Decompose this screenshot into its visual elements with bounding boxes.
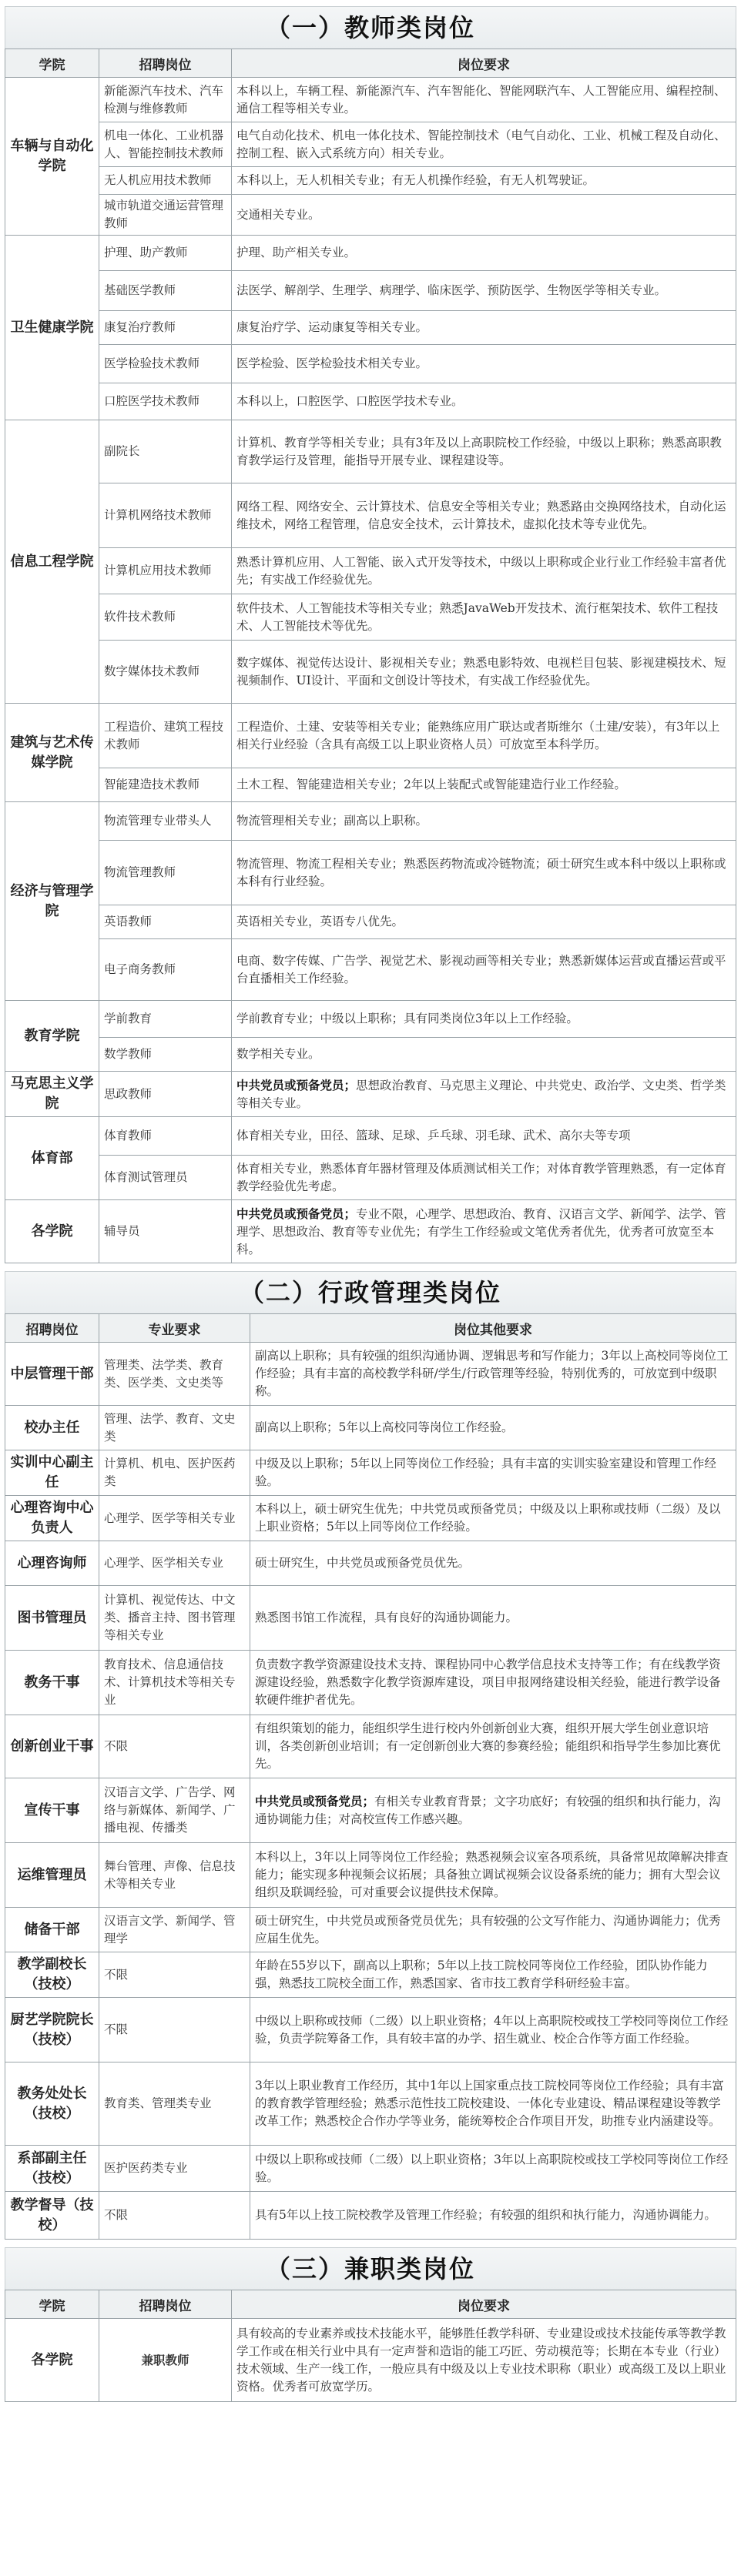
column-header-college: 学院	[5, 2290, 99, 2319]
column-header-college: 学院	[5, 49, 99, 78]
requirement-cell: 工程造价、土建、安装等相关专业；能熟练应用广联达或者斯维尔（土建/安装），有3年以上相关行业经验（含具有高级工以上职业资格人员）可放宽至本科学历。	[232, 704, 736, 768]
column-header-major: 专业要求	[99, 1314, 250, 1343]
requirement-cell: 交通相关专业。	[232, 195, 736, 236]
table-row	[5, 768, 736, 802]
post-cell: 副院长	[99, 420, 232, 483]
requirement-cell: 体育相关专业，熟悉体育年器材管理及体质测试相关工作；对体育教学管理熟悉，有一定体育教学经验优先考虑。	[232, 1156, 736, 1200]
requirement-cell: 电气自动化技术、机电一体化技术、智能控制技术（电气自动化、工业、机械工程及自动化、控制工程、嵌入式系统方向）相关专业。	[232, 122, 736, 167]
college-cell: 马克思主义学院	[5, 1072, 99, 1117]
section-gap	[0, 2240, 741, 2247]
requirement-cell: 中级以上职称或技师（二级）以上职业资格；4年以上高职院校或技工学校同等岗位工作经验，负责学院筹备工作，具有较丰富的办学、招生就业、校企合作等方面工作经验。	[250, 1998, 736, 2062]
major-cell: 舞台管理、声像、信息技术等相关专业	[99, 1843, 250, 1908]
parttime-posts-body	[5, 2319, 736, 2402]
post-cell: 基础医学教师	[99, 271, 232, 311]
teacher-posts-body	[5, 78, 736, 1263]
column-header-post: 招聘岗位	[99, 2290, 232, 2319]
table-row	[5, 1715, 736, 1778]
requirement-cell: 副高以上职称；5年以上高校同等岗位工作经验。	[250, 1406, 736, 1450]
post-cell: 数学教师	[99, 1038, 232, 1072]
column-header-other-requirement: 岗位其他要求	[250, 1314, 736, 1343]
major-cell: 计算机、视觉传达、中文类、播音主持、图书管理等相关专业	[99, 1586, 250, 1651]
requirement-cell: 副高以上职称；具有较强的组织沟通协调、逻辑思考和写作能力；3年以上高校同等岗位工作经验；具有丰富的高校教学科研/学生/行政管理等经验，特别优秀的，可放宽到中级职称。	[250, 1343, 736, 1406]
column-header-post: 招聘岗位	[99, 49, 232, 78]
post-cell: 系部副主任（技校）	[5, 2146, 99, 2192]
admin-posts-body	[5, 1343, 736, 2240]
college-cell: 卫生健康学院	[5, 236, 99, 420]
college-cell: 信息工程学院	[5, 420, 99, 704]
table-row	[5, 167, 736, 195]
requirement-cell: 熟悉计算机应用、人工智能、嵌入式开发等技术，中级以上职称或企业行业工作经验丰富者优先；有实战工作经验优先。	[232, 548, 736, 594]
column-header-post: 招聘岗位	[5, 1314, 99, 1343]
post-cell: 电子商务教师	[99, 939, 232, 1001]
table-row	[5, 1072, 736, 1117]
table-row	[5, 195, 736, 236]
requirement-cell: 具有较高的专业素养或技术技能水平，能够胜任教学科研、专业建设或技术技能传承等教学教学工作或在相关行业中具有一定声誉和造诣的能工巧匠、劳动模范等；长期在本专业（行业）技术领域、生产一线工作，一般应具有中级及以上专业技术职称（职业）或高级工及以上职业资格。优秀者可放宽学历。	[232, 2319, 736, 2402]
table-row	[5, 1843, 736, 1908]
post-cell: 教务处处长（技校）	[5, 2062, 99, 2146]
table-row	[5, 1952, 736, 1998]
table-row	[5, 704, 736, 768]
post-cell: 图书管理员	[5, 1586, 99, 1651]
requirement-cell: 土木工程、智能建造相关专业；2年以上装配式或智能建造行业工作经验。	[232, 768, 736, 802]
table-row	[5, 548, 736, 594]
college-cell: 建筑与艺术传媒学院	[5, 704, 99, 802]
requirement-cell: 本科以上，无人机相关专业；有无人机操作经验，有无人机驾驶证。	[232, 167, 736, 195]
table-row	[5, 1778, 736, 1843]
requirement-cell: 年龄在55岁以下，副高以上职称；5年以上技工院校同等岗位工作经验，团队协作能力强，熟悉技工院校全面工作，熟悉国家、省市技工教育学科研经验丰富。	[250, 1952, 736, 1998]
requirement-cell: 负责数字教学资源建设技术支持、课程协同中心教学信息技术支持等工作；有在线教学资源建设经验，熟悉数字化教学资源库建设，项目申报网络建设相关经验，能进行教学设备软硬件维护者优先。	[250, 1651, 736, 1715]
table-row	[5, 1156, 736, 1200]
party-requirement-emphasis: 中共党员或预备党员；	[236, 1206, 357, 1221]
post-cell: 计算机应用技术教师	[99, 548, 232, 594]
requirement-cell: 学前教育专业；中级以上职称；具有同类岗位3年以上工作经验。	[232, 1001, 736, 1038]
requirement-cell: 本科以上，车辆工程、新能源汽车、汽车智能化、智能网联汽车、人工智能应用、编程控制、通信工程等相关专业。	[232, 78, 736, 122]
post-cell: 智能建造技术教师	[99, 768, 232, 802]
post-cell: 工程造价、建筑工程技术教师	[99, 704, 232, 768]
party-requirement-emphasis: 中共党员或预备党员；	[236, 1077, 357, 1092]
post-cell: 宣传干事	[5, 1778, 99, 1843]
table-row	[5, 2062, 736, 2146]
parttime-posts-table	[5, 2290, 736, 2402]
table-header-row	[5, 49, 736, 78]
table-row	[5, 1038, 736, 1072]
post-cell: 中层管理干部	[5, 1343, 99, 1406]
table-row	[5, 271, 736, 311]
table-header-row	[5, 1314, 736, 1343]
table-row	[5, 483, 736, 548]
major-cell: 汉语言文学、新闻学、管理学	[99, 1908, 250, 1952]
section-title-parttime: （三）兼职类岗位	[5, 2247, 736, 2290]
table-row	[5, 1343, 736, 1406]
requirement-cell: 本科以上，3年以上同等岗位工作经验；熟悉视频会议室各项系统，具备常见故障解决排查能力；能实现多种视频会议拓展；具备独立调试视频会议设备系统的能力；拥有大型会议组织及联调经验，可对重要会议提供技术保障。	[250, 1843, 736, 1908]
table-row	[5, 1651, 736, 1715]
requirement-cell: 数字媒体、视觉传达设计、影视相关专业；熟悉电影特效、电视栏目包装、影视建模技术、短视频制作、UI设计、平面和文创设计等技术，有实战工作经验优先。	[232, 641, 736, 704]
table-row	[5, 1586, 736, 1651]
section-title-admin: （二）行政管理类岗位	[5, 1271, 736, 1313]
teacher-posts-table	[5, 49, 736, 1263]
post-cell: 实训中心副主任	[5, 1450, 99, 1496]
college-cell: 经济与管理学院	[5, 802, 99, 1001]
requirement-cell: 物流管理相关专业；副高以上职称。	[232, 802, 736, 841]
post-cell: 校办主任	[5, 1406, 99, 1450]
post-cell: 体育教师	[99, 1117, 232, 1156]
table-row	[5, 78, 736, 122]
post-cell: 学前教育	[99, 1001, 232, 1038]
requirement-cell: 电商、数字传媒、广告学、视觉艺术、影视动画等相关专业；熟悉新媒体运营或直播运营或平台直播相关工作经验。	[232, 939, 736, 1001]
post-cell: 机电一体化、工业机器人、智能控制技术教师	[99, 122, 232, 167]
post-cell: 辅导员	[99, 1200, 232, 1263]
table-row	[5, 905, 736, 939]
table-row	[5, 641, 736, 704]
post-cell: 物流管理专业带头人	[99, 802, 232, 841]
post-cell: 心理咨询中心负责人	[5, 1496, 99, 1541]
post-cell: 教学督导（技校）	[5, 2192, 99, 2240]
table-row	[5, 1998, 736, 2062]
requirement-cell: 本科以上，口腔医学、口腔医学技术专业。	[232, 383, 736, 420]
table-row	[5, 122, 736, 167]
table-header-row	[5, 2290, 736, 2319]
post-cell: 教务干事	[5, 1651, 99, 1715]
major-cell: 管理、法学、教育、文史类	[99, 1406, 250, 1450]
post-cell: 教学副校长（技校）	[5, 1952, 99, 1998]
table-row	[5, 1001, 736, 1038]
post-cell: 计算机网络技术教师	[99, 483, 232, 548]
table-row	[5, 420, 736, 483]
post-cell: 软件技术教师	[99, 594, 232, 641]
requirement-cell: 中共党员或预备党员；专业不限，心理学、思想政治、教育、汉语言文学、新闻学、法学、管理学、思想政治、教育等专业优先；有学生工作经验或文笔优秀者优先，优秀者可放宽至本科。	[232, 1200, 736, 1263]
table-row	[5, 2319, 736, 2402]
table-row	[5, 1406, 736, 1450]
post-cell: 英语教师	[99, 905, 232, 939]
table-row	[5, 1200, 736, 1263]
major-cell: 不限	[99, 2192, 250, 2240]
section-gap	[0, 1263, 741, 1271]
requirement-cell: 体育相关专业，田径、篮球、足球、乒乓球、羽毛球、武术、高尔夫等专项	[232, 1117, 736, 1156]
table-row	[5, 802, 736, 841]
post-cell: 思政教师	[99, 1072, 232, 1117]
requirement-cell: 中级以上职称或技师（二级）以上职业资格；3年以上高职院校或技工学校同等岗位工作经验。	[250, 2146, 736, 2192]
major-cell: 教育技术、信息通信技术、计算机技术等相关专业	[99, 1651, 250, 1715]
major-cell: 计算机、机电、医护医药类	[99, 1450, 250, 1496]
requirement-cell: 护理、助产相关专业。	[232, 236, 736, 271]
table-row	[5, 1117, 736, 1156]
requirement-cell: 康复治疗学、运动康复等相关专业。	[232, 311, 736, 345]
college-cell: 体育部	[5, 1117, 99, 1200]
requirement-cell: 硕士研究生，中共党员或预备党员优先。	[250, 1541, 736, 1586]
requirement-cell: 网络工程、网络安全、云计算技术、信息安全等相关专业；熟悉路由交换网络技术，自动化运维技术，网络工程管理，信息安全技术，云计算技术，虚拟化技术等专业优先。	[232, 483, 736, 548]
requirement-cell: 物流管理、物流工程相关专业；熟悉医药物流或冷链物流；硕士研究生或本科中级以上职称或本科有行业经验。	[232, 841, 736, 905]
college-cell: 车辆与自动化学院	[5, 78, 99, 236]
post-cell: 心理咨询师	[5, 1541, 99, 1586]
post-cell: 创新创业干事	[5, 1715, 99, 1778]
requirement-cell: 法医学、解剖学、生理学、病理学、临床医学、预防医学、生物医学等相关专业。	[232, 271, 736, 311]
table-row	[5, 939, 736, 1001]
table-row	[5, 236, 736, 271]
major-cell: 管理类、法学类、教育类、医学类、文史类等	[99, 1343, 250, 1406]
post-cell: 运维管理员	[5, 1843, 99, 1908]
post-cell: 无人机应用技术教师	[99, 167, 232, 195]
post-cell: 康复治疗教师	[99, 311, 232, 345]
post-cell: 护理、助产教师	[99, 236, 232, 271]
major-cell: 不限	[99, 1715, 250, 1778]
table-row	[5, 1496, 736, 1541]
table-row	[5, 383, 736, 420]
college-cell: 各学院	[5, 1200, 99, 1263]
post-cell: 数字媒体技术教师	[99, 641, 232, 704]
major-cell: 教育类、管理类专业	[99, 2062, 250, 2146]
major-cell: 不限	[99, 1952, 250, 1998]
table-row	[5, 345, 736, 383]
post-cell: 新能源汽车技术、汽车检测与维修教师	[99, 78, 232, 122]
requirement-cell: 软件技术、人工智能技术等相关专业；熟悉JavaWeb开发技术、流行框架技术、软件工程技术、人工智能技术等优先。	[232, 594, 736, 641]
requirement-cell: 有组织策划的能力，能组织学生进行校内外创新创业大赛，组织开展大学生创业意识培训，各类创新创业培训；有一定创新创业大赛的参赛经验；能组织和指导学生参加比赛优先。	[250, 1715, 736, 1778]
requirement-cell: 中共党员或预备党员；思想政治教育、马克思主义理论、中共党史、政治学、文史类、哲学类等相关专业。	[232, 1072, 736, 1117]
requirement-cell: 熟悉图书馆工作流程，具有良好的沟通协调能力。	[250, 1586, 736, 1651]
post-cell: 医学检验技术教师	[99, 345, 232, 383]
requirement-cell: 英语相关专业，英语专八优先。	[232, 905, 736, 939]
post-cell: 体育测试管理员	[99, 1156, 232, 1200]
requirement-cell: 具有5年以上技工院校教学及管理工作经验；有较强的组织和执行能力，沟通协调能力。	[250, 2192, 736, 2240]
college-cell: 教育学院	[5, 1001, 99, 1072]
post-cell: 储备干部	[5, 1908, 99, 1952]
major-cell: 汉语言文学、广告学、网络与新媒体、新闻学、广播电视、传播类	[99, 1778, 250, 1843]
post-cell: 口腔医学技术教师	[99, 383, 232, 420]
admin-posts-table	[5, 1313, 736, 2240]
requirement-cell: 数学相关专业。	[232, 1038, 736, 1072]
requirement-cell: 本科以上，硕士研究生优先；中共党员或预备党员；中级及以上职称或技师（二级）及以上职业资格；5年以上同等岗位工作经验。	[250, 1496, 736, 1541]
post-cell: 物流管理教师	[99, 841, 232, 905]
requirement-cell: 3年以上职业教育工作经历，其中1年以上国家重点技工院校同等岗位工作经验；具有丰富的教育教学管理经验；熟悉示范性技工院校建设、一体化专业建设、精品课程建设等教学改革工作；熟悉校企合作办学等业务，能统筹校企合作项目开发，助推专业内涵建设等。	[250, 2062, 736, 2146]
table-row	[5, 594, 736, 641]
requirement-cell: 中共党员或预备党员；有相关专业教育背景；文字功底好；有较强的组织和执行能力，沟通协调能力佳；对高校宣传工作感兴趣。	[250, 1778, 736, 1843]
major-cell: 不限	[99, 1998, 250, 2062]
college-cell: 各学院	[5, 2319, 99, 2402]
requirement-cell: 计算机、教育学等相关专业；具有3年及以上高职院校工作经验，中级以上职称；熟悉高职教育教学运行及管理，能指导开展专业、课程建设等。	[232, 420, 736, 483]
table-row	[5, 1450, 736, 1496]
column-header-requirement: 岗位要求	[232, 49, 736, 78]
table-row	[5, 311, 736, 345]
column-header-requirement: 岗位要求	[232, 2290, 736, 2319]
table-row	[5, 2146, 736, 2192]
major-cell: 心理学、医学相关专业	[99, 1541, 250, 1586]
post-cell: 兼职教师	[99, 2319, 232, 2402]
table-row	[5, 1541, 736, 1586]
requirement-cell: 中级及以上职称；5年以上同等岗位工作经验；具有丰富的实训实验室建设和管理工作经验。	[250, 1450, 736, 1496]
major-cell: 心理学、医学等相关专业	[99, 1496, 250, 1541]
requirement-cell: 硕士研究生，中共党员或预备党员优先；具有较强的公文写作能力、沟通协调能力；优秀应届生优先。	[250, 1908, 736, 1952]
section-title-teacher: （一）教师类岗位	[5, 6, 736, 49]
table-row	[5, 841, 736, 905]
major-cell: 医护医药类专业	[99, 2146, 250, 2192]
post-cell: 城市轨道交通运营管理教师	[99, 195, 232, 236]
table-row	[5, 2192, 736, 2240]
requirement-cell: 医学检验、医学检验技术相关专业。	[232, 345, 736, 383]
post-cell: 厨艺学院院长（技校）	[5, 1998, 99, 2062]
table-row	[5, 1908, 736, 1952]
party-requirement-emphasis: 中共党员或预备党员；	[255, 1794, 375, 1808]
